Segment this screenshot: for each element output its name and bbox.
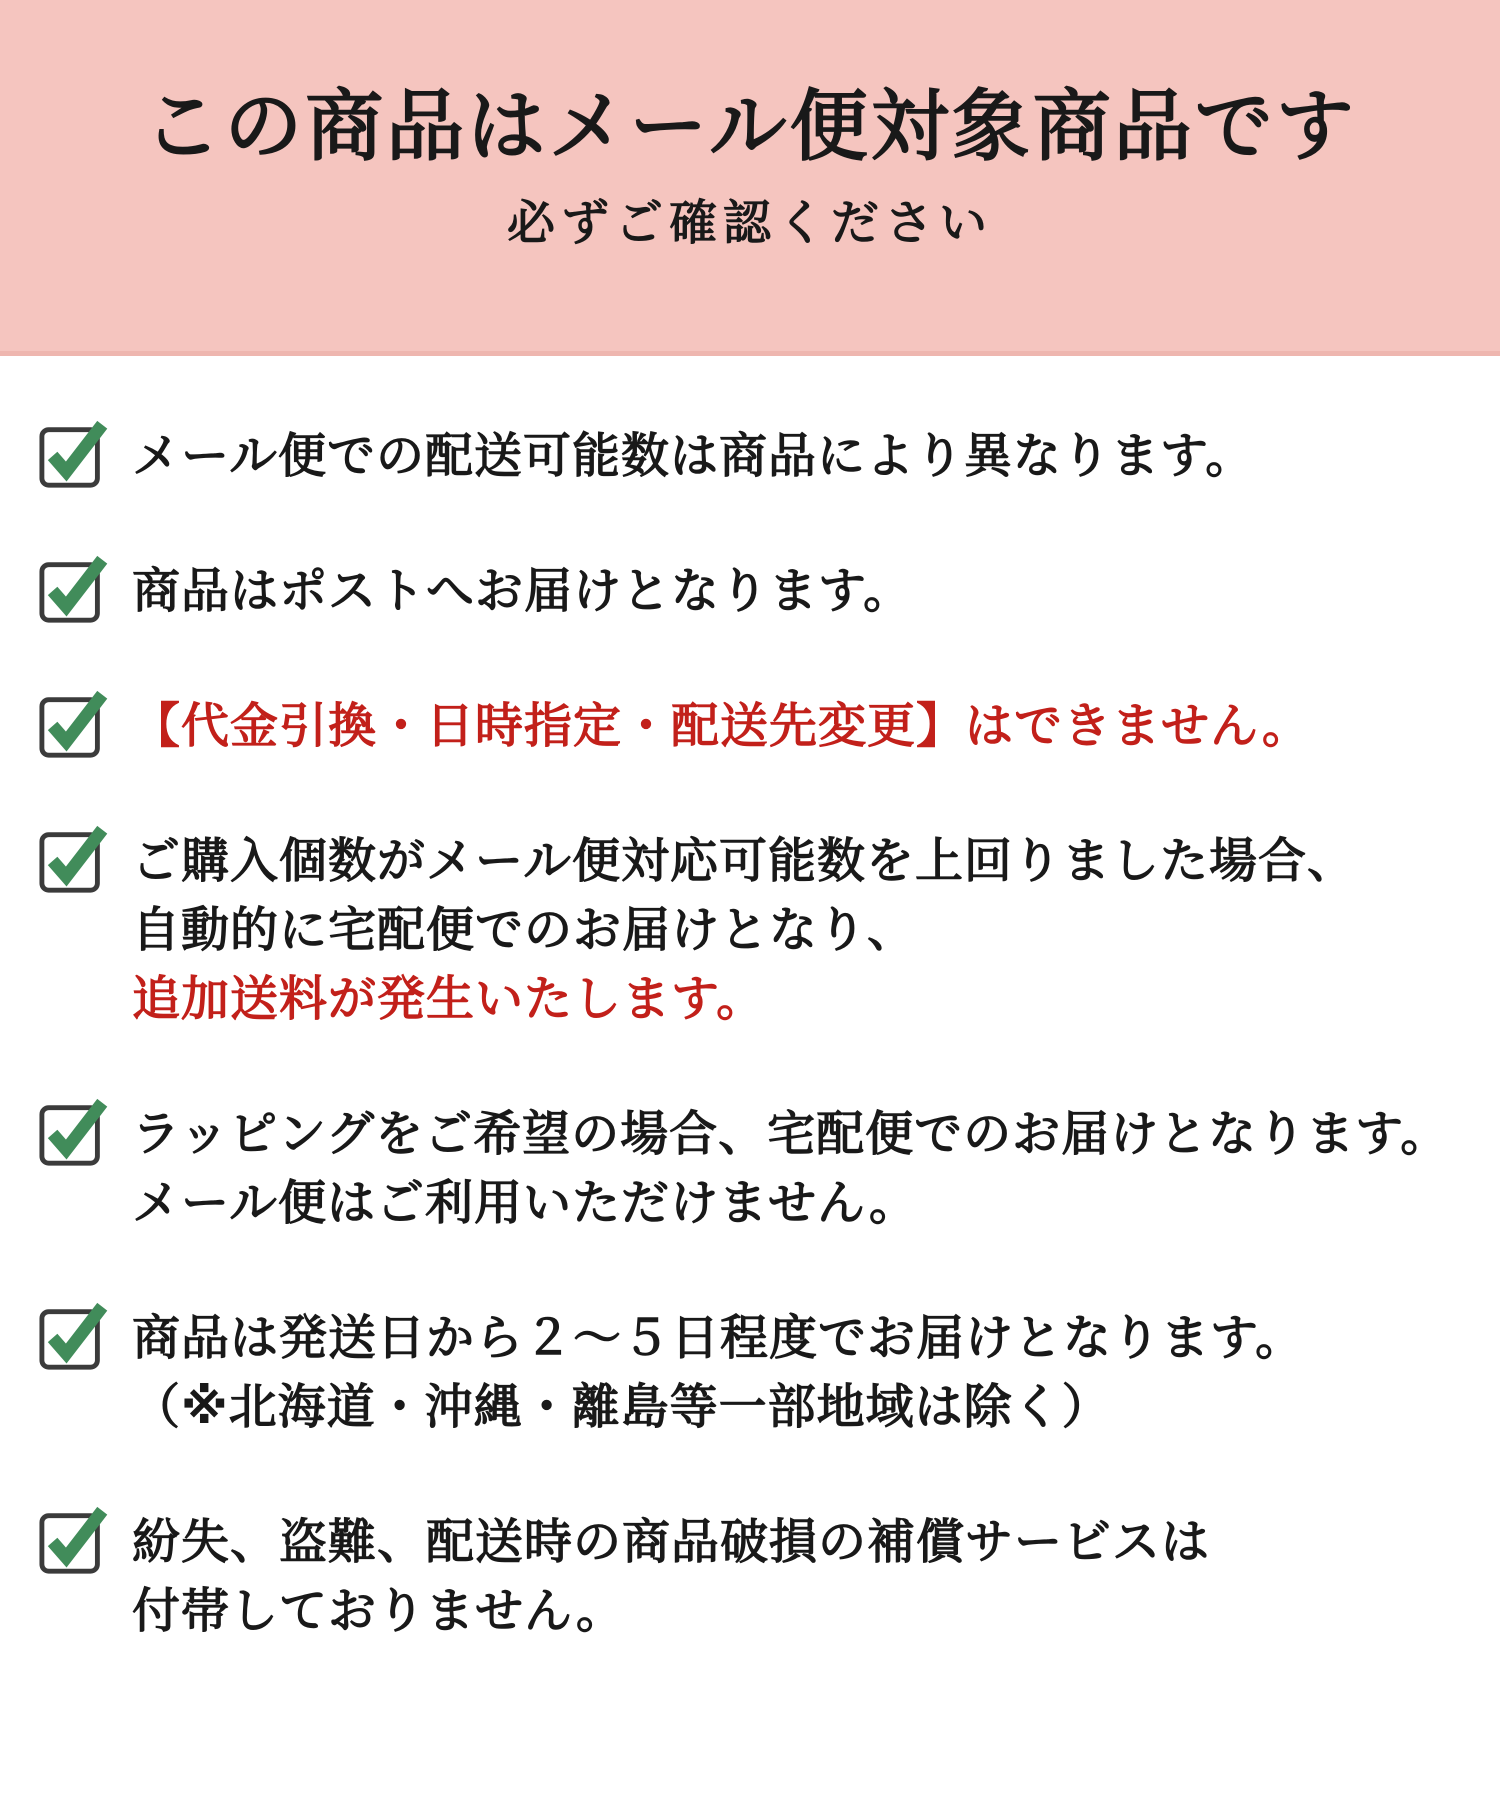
notice-checklist [0,356,1500,1646]
checklist-item [38,827,1470,1034]
checklist-item-text: メール便での配送可能数は商品により異なります。 [132,430,1255,483]
checklist-item [38,1304,1470,1442]
checklist-item [38,692,1470,761]
checklist-item-text: 付帯しておりません。 [132,1585,625,1638]
checked-checkbox-icon [38,418,112,490]
checklist-item-text: メール便はご利用いただけません。 [132,1177,918,1230]
checklist-item-text: 自動的に宅配便でのお届けとなり、 [132,904,917,957]
notice-header [0,0,1500,356]
checked-checkbox-icon [38,1096,112,1168]
checklist-item-text: 商品は発送日から２〜５日程度でお届けとなります。 [132,1312,1305,1365]
checked-checkbox-icon [38,823,112,895]
checklist-item-text: ご購入個数がメール便対応可能数を上回りました場合、 [132,835,1357,888]
checked-checkbox-icon [38,553,112,625]
checklist-item-text: 紛失、盗難、配送時の商品破損の補償サービスは [132,1516,1211,1569]
checklist-item [38,1508,1470,1646]
checklist-item [38,422,1470,491]
checklist-item [38,1100,1470,1238]
checklist-item [38,557,1470,626]
notice-title: この商品はメール便対象商品です [143,82,1357,170]
checked-checkbox-icon [38,688,112,760]
checked-checkbox-icon [38,1300,112,1372]
checklist-item-text: 追加送料が発生いたします。 [132,973,766,1026]
checklist-item-text: （※北海道・沖縄・離島等一部地域は除く） [132,1381,1111,1434]
checked-checkbox-icon [38,1504,112,1576]
checklist-item-text: 【代金引換・日時指定・配送先変更】はできません。 [132,700,1311,753]
checklist-item-text: ラッピングをご希望の場合、宅配便でのお届けとなります。 [132,1108,1450,1161]
notice-subtitle: 必ずご確認ください [506,196,993,250]
checklist-item-text: 商品はポストへお届けとなります。 [132,565,913,618]
